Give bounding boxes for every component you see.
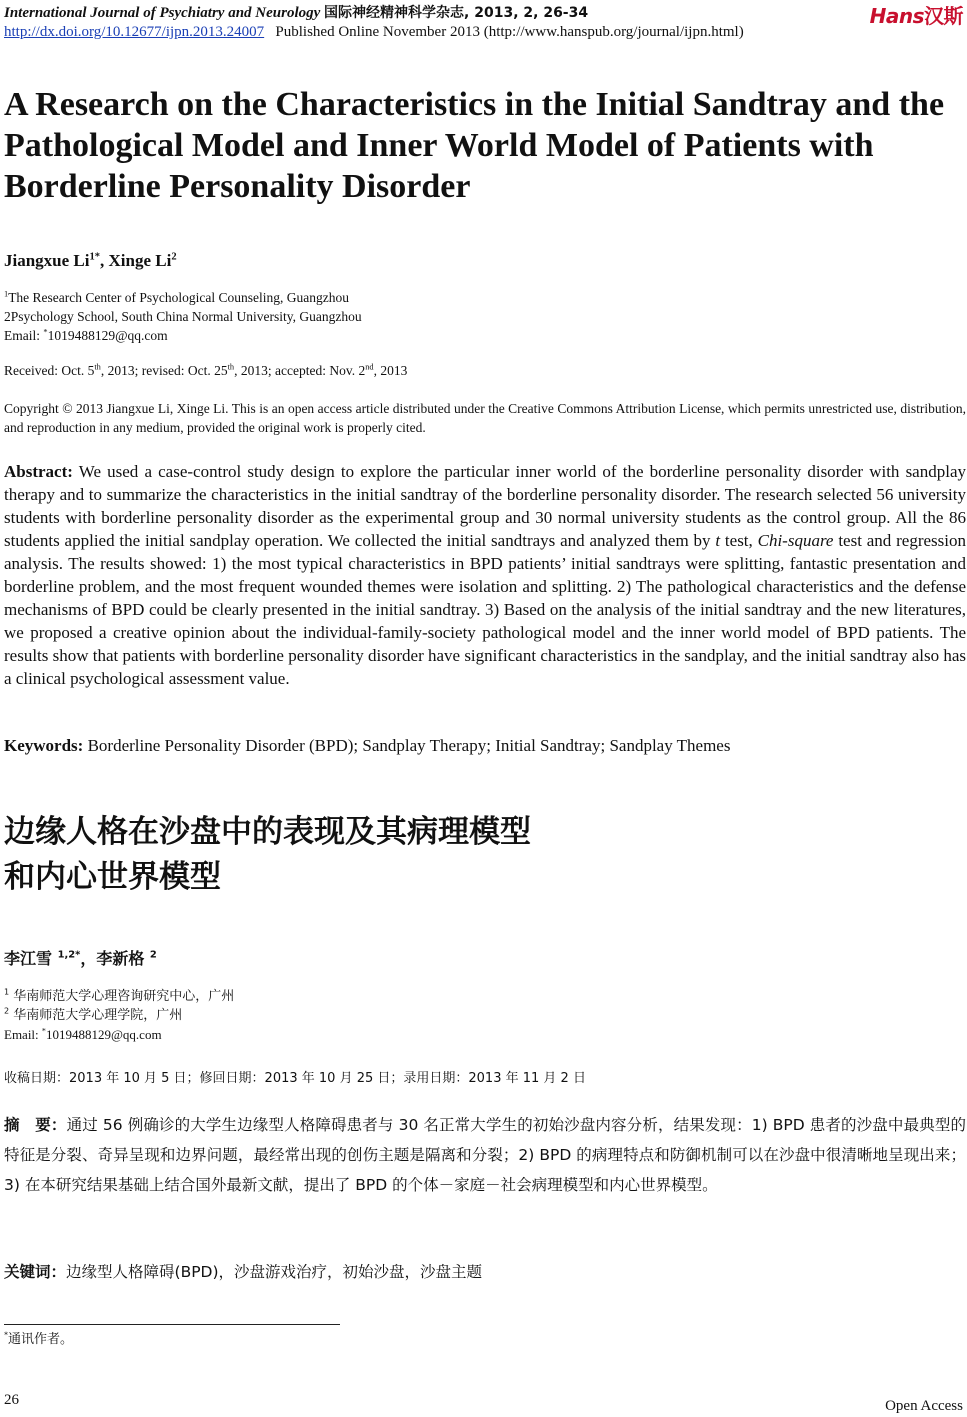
cn-affiliation-1-text: 华南师范大学心理咨询研究中心，广州: [9, 989, 235, 1004]
cn-email-label: Email:: [4, 1027, 42, 1042]
doi-link[interactable]: http://dx.doi.org/10.12677/ijpn.2013.24007: [4, 24, 265, 40]
hans-logo: [870, 0, 963, 29]
cn-author-1-sup: 1,2*: [57, 949, 81, 961]
cn-author-2-sup: 2: [149, 949, 157, 961]
footnote-divider: [4, 1324, 340, 1325]
email-sup: *: [43, 327, 48, 337]
cn-keywords: [4, 1260, 482, 1282]
cn-email-line: [4, 1025, 234, 1044]
affiliation-1: [4, 288, 362, 307]
abstract-label: Abstract:: [4, 462, 73, 481]
email-label: Email:: [4, 328, 44, 343]
footnote-text: 通讯作者。: [8, 1332, 74, 1347]
author-2-sup: 2: [171, 251, 177, 263]
cn-abstract: [4, 1110, 966, 1200]
logo-cn: 汉斯: [924, 4, 963, 28]
received-sup: th: [94, 362, 101, 372]
accepted-date: , 2013; accepted: Nov. 2: [234, 363, 366, 378]
cn-affiliation-2: [4, 1006, 234, 1025]
cn-author-2: 李新格: [96, 949, 150, 968]
keywords-text: Borderline Personality Disorder (BPD); Sandplay Therapy; Initial Sandtray; Sandplay Themes: [83, 736, 731, 755]
affiliation-2: 2Psychology School, South China Normal University, Guangzhou: [4, 309, 362, 324]
abstract: [4, 460, 966, 690]
revised-date: , 2013; revised: Oct. 25: [100, 363, 228, 378]
accepted-sup: nd: [365, 362, 374, 372]
cn-dates: 收稿日期：2013 年 10 月 5 日；修回日期：2013 年 10 月 25 日；录用日期：2013 年 11 月 2 日: [4, 1071, 586, 1086]
cn-paper-title: [4, 810, 531, 900]
received-date: Received: Oct. 5: [4, 363, 95, 378]
journal-header: [4, 2, 588, 22]
affiliation-1-text: The Research Center of Psychological Counseling, Guangzhou: [8, 290, 349, 305]
cn-affiliations: [4, 987, 234, 1044]
paper-title: A Research on the Characteristics in the Initial Sandtray and the Pathological Model and Inner World Model of Patients with Borderline Personality Disorder: [4, 86, 945, 205]
cn-affiliation-1: [4, 987, 234, 1006]
cn-keywords-text: 边缘型人格障碍(BPD)，沙盘游戏治疗，初始沙盘，沙盘主题: [66, 1263, 483, 1281]
cn-email-address[interactable]: 1019488129@qq.com: [45, 1027, 162, 1042]
affiliations: [4, 288, 362, 345]
cn-affiliation-2-sup: 2: [4, 1006, 10, 1016]
journal-name: International Journal of Psychiatry and Neurology: [4, 5, 321, 21]
cn-affiliation-2-text: 华南师范大学心理学院，广州: [9, 1008, 183, 1023]
abstract-text-3: test and regression analysis. The results showed: 1) the most typical characteristics in BPD patients’ initial sandtrays were splitting, fantastic presentation and borderline problem, and the most frequent wounded themes were isolation and splitting. 2) The pathological characteristics and the defense mechanisms of BPD could be clearly presented in the initial sandtray. 3) Based on the analysis of the initial sandtray and the new literatures, we proposed a creative opinion about the individual-family-society pathological model and the inner world model of BPD patients. The results show that patients with borderline personality disorder have significant characteristics in the sandplay, and the initial sandtray also has a clinical psychological assessment value.: [4, 531, 966, 688]
abstract-text-2: test,: [720, 531, 758, 550]
cn-author-1: 李江雪: [4, 949, 58, 968]
page-number: 26: [4, 1392, 19, 1408]
author-sep: ,: [100, 251, 109, 270]
footnote: [4, 1328, 73, 1347]
open-access-label: Open Access: [885, 1398, 963, 1414]
cn-title-line-2: 和内心世界模型: [4, 859, 221, 895]
published-online: Published Online November 2013 (http://www.hanspub.org/journal/ijpn.html): [275, 24, 744, 40]
abstract-t: t: [715, 531, 721, 550]
keywords: [4, 736, 730, 756]
author-2: Xinge Li: [108, 251, 172, 270]
received-dates: [4, 363, 407, 379]
cn-abstract-label: 摘 要：: [4, 1116, 67, 1134]
dates-tail: , 2013: [373, 363, 408, 378]
logo-latin: Hans: [869, 4, 924, 28]
cn-keywords-label: 关键词：: [4, 1263, 67, 1281]
author-list: [4, 251, 177, 271]
cn-abstract-text: 通过 56 例确诊的大学生边缘型人格障碍患者与 30 名正常大学生的初始沙盘内容分析，结果发现：1) BPD 患者的沙盘中最典型的特征是分裂、奇异呈现和边界问题，最经常出现的创伤主题是隔离和分裂；2) BPD 的病理特点和防御机制可以在沙盘中很清晰地呈现出来；3) 在本研究结果基础上结合国外最新文献，提出了 BPD 的个体－家庭－社会病理模型和内心世界模型。: [4, 1116, 966, 1194]
abstract-text-1: We used a case-control study design to explore the particular inner world of the borderline personality disorder with sandplay therapy and to summarize the characteristics in the initial sandtray of the borderline personality disorder. The research selected 56 university students with borderline personality disorder as the experimental group and 30 normal university students as the control group. All the 86 students applied the initial sandplay operation. We collected the initial sandtrays and analyzed them by: [4, 462, 966, 550]
email-address[interactable]: 1019488129@qq.com: [47, 328, 168, 343]
cn-author-sep: ，: [80, 949, 97, 968]
affiliation-1-sup: 1: [4, 289, 9, 299]
keywords-label: Keywords:: [4, 736, 84, 755]
copyright-notice: Copyright © 2013 Jiangxue Li, Xinge Li. This is an open access article distributed under the Creative Commons Attribution License, which permits unrestricted use, distribution, and reproduction in any medium, provided the original work is properly cited.: [4, 401, 966, 435]
cn-affiliation-1-sup: 1: [4, 987, 10, 997]
cn-title-line-1: 边缘人格在沙盘中的表现及其病理模型: [4, 814, 531, 850]
author-1: Jiangxue Li: [4, 251, 90, 270]
email-line: [4, 326, 362, 345]
revised-sup: th: [227, 362, 235, 372]
author-1-sup: 1*: [89, 251, 101, 263]
journal-name-cn: 国际神经精神科学杂志, 2013, 2, 26-34: [324, 5, 589, 21]
footnote-sup: *: [4, 1330, 9, 1340]
abstract-chi: Chi-square: [757, 531, 834, 550]
publication-line: [4, 24, 744, 41]
cn-email-sup: *: [41, 1026, 46, 1036]
cn-author-list: [4, 946, 157, 969]
